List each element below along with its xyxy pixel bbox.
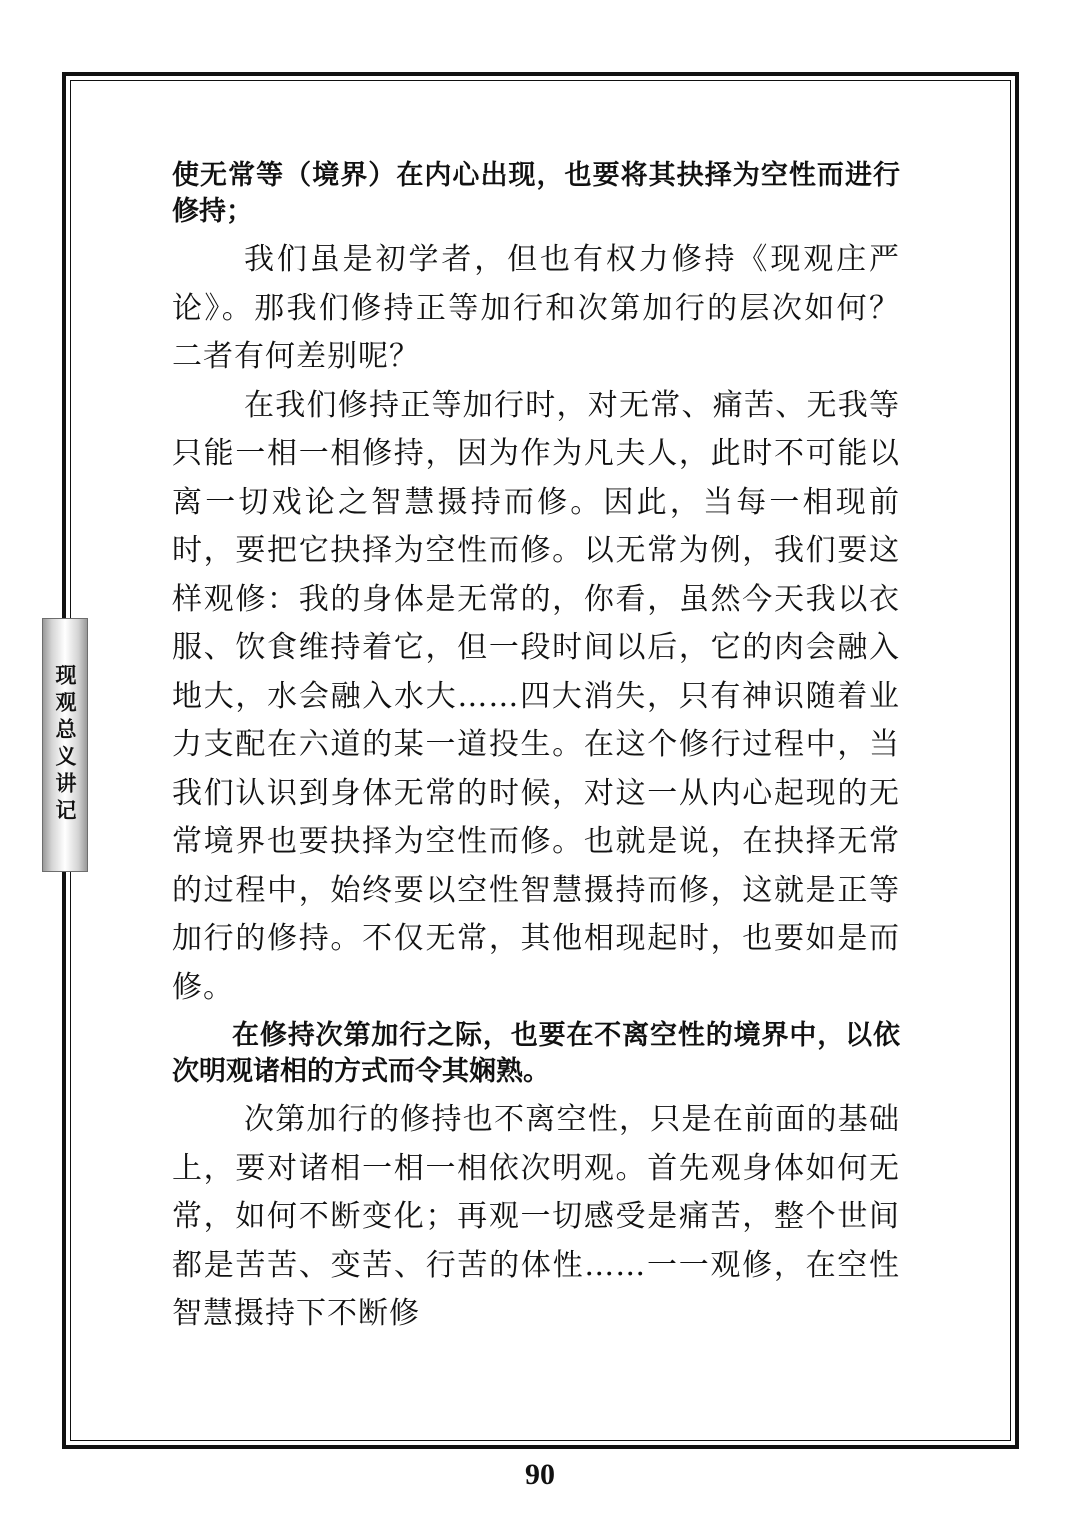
paragraph-2: 在我们修持正等加行时，对无常、痛苦、无我等只能一相一相修持，因为作为凡夫人，此时不可能以离一切戏论之智慧摄持而修。因此，当每一相现前时，要把它抉择为空性而修。以无常为例，我们要这样观修：我的身体是无常的，你看，虽然今天我以衣服、饮食维持着它，但一段时间以后，它的肉会融入地大，水会融入水大……四大消失，只有神识随着业力支配在六道的某一道投生。在这个修行过程中，当我们认识到身体无常的时候，对这一从内心起现的无常境界也要抉择为空性而修。也就是说，在抉择无常的过程中，始终要以空性智慧摄持而修，这就是正等加行的修持。不仅无常，其他相现起时，也要如是而修。	[172, 387, 900, 1005]
paragraph-3: 次第加行的修持也不离空性，只是在前面的基础上，要对诸相一相一相依次明观。首先观身体如何无常，如何不断变化；再观一切感受是痛苦，整个世间都是苦苦、变苦、行苦的体性……一一观修，在空性智慧摄持下不断修	[172, 1102, 900, 1331]
side-tab	[42, 618, 88, 872]
side-tab-label: 现观总义讲记	[53, 664, 78, 826]
highlight-text-1: 使无常等（境界）在内心出现，也要将其抉择为空性而进行修持；	[172, 160, 900, 227]
page-number: 90	[525, 1458, 555, 1491]
highlight-text-2: 在修持次第加行之际，也要在不离空性的境界中，以依次明观诸相的方式而令其娴熟。	[172, 1020, 900, 1087]
page-content	[172, 158, 900, 1339]
paragraph-1: 我们虽是初学者，但也有权力修持《现观庄严论》。那我们修持正等加行和次第加行的层次如何？二者有何差别呢？	[172, 242, 900, 374]
